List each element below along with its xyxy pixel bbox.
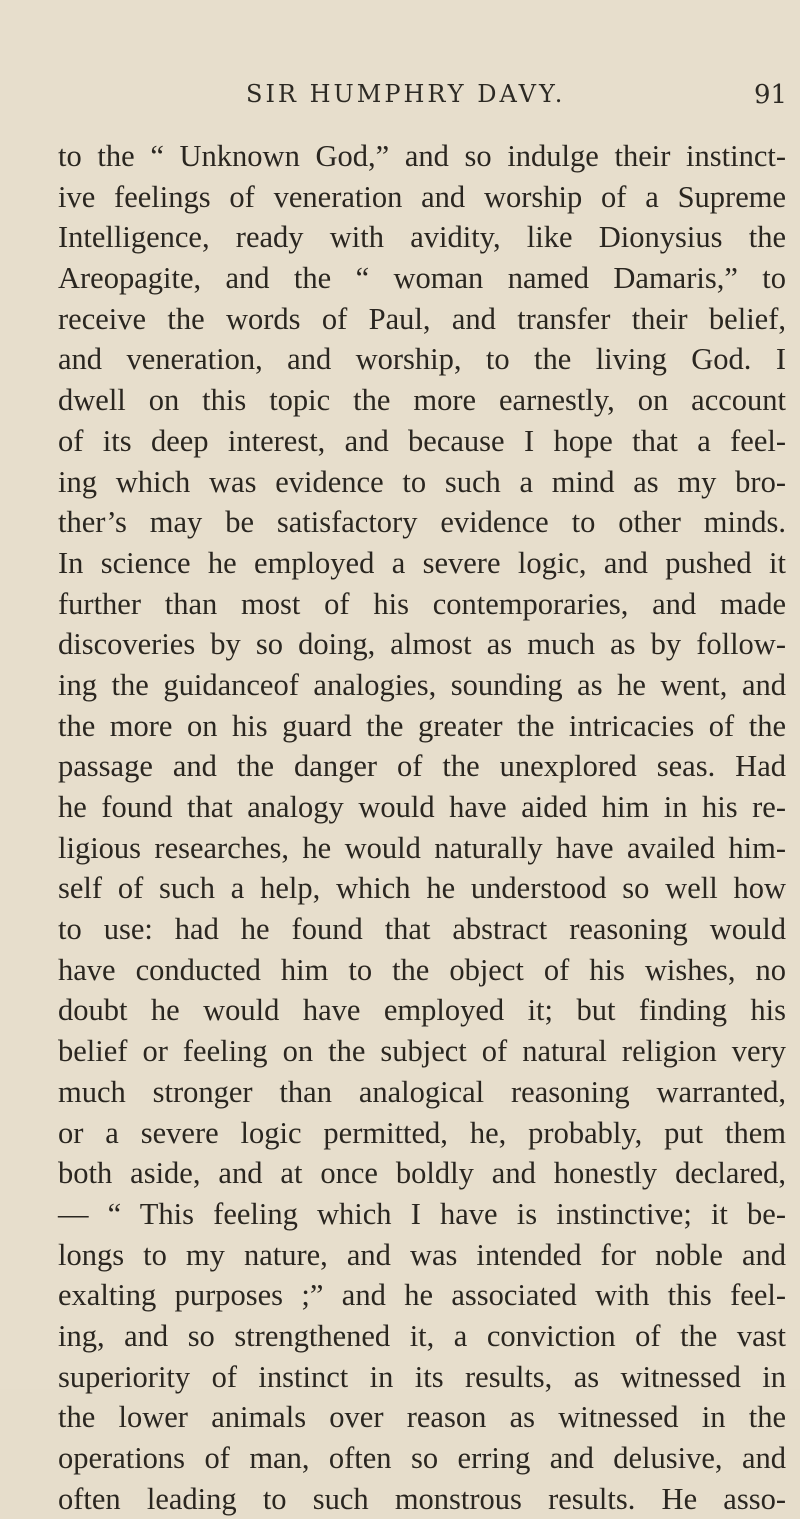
running-title: SIR HUMPHRY DAVY.	[246, 80, 566, 108]
text-line: the lower animals over reason as witnessed in the	[58, 1400, 786, 1435]
text-line: superiority of instinct in its results, as witnessed in	[58, 1359, 786, 1394]
text-line: Intelligence, ready with avidity, like Dionysius the	[58, 220, 786, 255]
text-line: ing, and so strengthened it, a conviction of the vast	[58, 1318, 786, 1353]
text-line: dwell on this topic the more earnestly, on account	[58, 383, 786, 418]
text-line: self of such a help, which he understood so well how	[58, 871, 786, 906]
text-line: to the “ Unknown God,” and so indulge their instinct-	[58, 139, 786, 173]
text-line: or a severe logic permitted, he, probably, put them	[58, 1115, 786, 1150]
text-line: Areopagite, and the “ woman named Damaris,” to	[58, 261, 786, 296]
text-line: exalting purposes ;” and he associated with this feel-	[58, 1278, 786, 1313]
text-line: to use: had he found that abstract reasoning would	[58, 912, 786, 947]
text-line: longs to my nature, and was intended for noble and	[58, 1237, 786, 1272]
running-head	[0, 80, 800, 120]
text-line: discoveries by so doing, almost as much as by follow-	[58, 627, 786, 662]
text-line: and veneration, and worship, to the living God. I	[58, 342, 786, 377]
text-line: operations of man, often so erring and delusive, and	[58, 1441, 786, 1475]
text-line: often leading to such monstrous results. He asso-	[58, 1481, 786, 1516]
text-line: have conducted him to the object of his wishes, no	[58, 952, 786, 987]
text-line: much stronger than analogical reasoning warranted,	[58, 1074, 786, 1109]
text-line: — “ This feeling which I have is instinctive; it be-	[58, 1196, 786, 1231]
text-line: ligious researches, he would naturally have availed him-	[58, 830, 786, 865]
text-line: doubt he would have employed it; but finding his	[58, 993, 786, 1028]
text-line: ing the guidanceof analogies, sounding as he went, and	[58, 667, 786, 702]
text-line: belief or feeling on the subject of natural religion very	[58, 1034, 786, 1069]
text-line: receive the words of Paul, and transfer their belief,	[58, 301, 786, 336]
text-line: ive feelings of veneration and worship of a Supreme	[58, 179, 786, 214]
text-line: he found that analogy would have aided him in his re-	[58, 790, 786, 824]
text-line: In science he employed a severe logic, and pushed it	[58, 545, 786, 580]
text-line: passage and the danger of the unexplored seas. Had	[58, 749, 786, 784]
text-line: both aside, and at once boldly and honestly declared,	[58, 1156, 786, 1191]
page-number: 91	[754, 80, 788, 110]
text-line: ther’s may be satisfactory evidence to other minds.	[58, 505, 786, 540]
body-text	[58, 136, 786, 1519]
text-line: ing which was evidence to such a mind as my bro-	[58, 464, 786, 499]
text-line: of its deep interest, and because I hope that a feel-	[58, 423, 786, 458]
text-line: the more on his guard the greater the intricacies of the	[58, 708, 786, 743]
text-line: further than most of his contemporaries, and made	[58, 586, 786, 621]
